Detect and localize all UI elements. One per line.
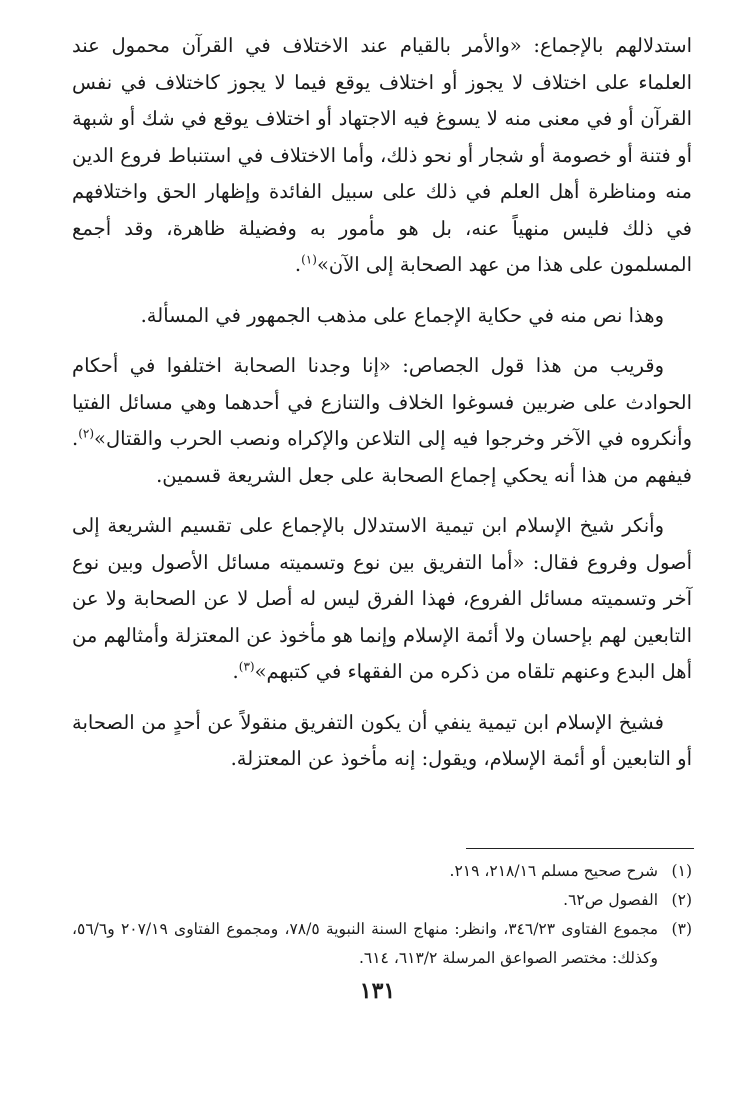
paragraph-gap	[72, 494, 692, 508]
footnote-text: الفصول ص٦٢.	[563, 891, 658, 909]
page-number: ١٣١	[359, 978, 396, 1004]
paragraph-gap	[72, 284, 692, 298]
footnote-1	[72, 857, 692, 886]
paragraph-4-end: .	[232, 660, 239, 683]
paragraph-3-text: وقريب من هذا قول الجصاص: «إنا وجدنا الصحابة اختلفوا في أحكام الحوادث على ضربين فسوغوا الخلاف والتنازع في أحدهما وهي مسائل الفتيا وأنكروه في الآخر وخرجوا فيه إلى التلاعن والإكراه ونصب الحرب والقتال»	[72, 354, 692, 450]
paragraph-3	[72, 348, 692, 494]
footnote-text: مجموع الفتاوى ٣٤٦/٢٣، وانظر: منهاج السنة النبوية ٧٨/٥، ومجموع الفتاوى ٢٠٧/١٩ و٥٦/٦، وكذلك: مختصر الصواعق المرسلة ٦١٣/٢، ٦١٤.	[72, 920, 659, 967]
paragraph-1-text: استدلالهم بالإجماع: «والأمر بالقيام عند الاختلاف في القرآن محمول عند العلماء على اختلاف لا يجوز أو اختلاف يوقع فيما لا يجوز كاختلاف في نفس القرآن أو في معنى منه لا يسوغ فيه الاجتهاد أو اختلاف يوقع في شك أو شبهة أو فتنة أو خصومة أو شجار أو نحو ذلك، وأما الاختلاف في استنباط فروع الدين منه ومناظرة أهل العلم في ذلك على سبيل الفائدة وإظهار الحق واختلافهم في ذلك فليس منهياً عنه، بل هو مأمور به وفضيلة ظاهرة، وقد أجمع المسلمون على هذا من عهد الصحابة إلى الآن»	[72, 34, 692, 276]
paragraph-gap	[72, 334, 692, 348]
footnote-number: (٢)	[671, 891, 692, 909]
paragraph-gap	[72, 691, 692, 705]
footnote-2	[72, 886, 692, 915]
footnote-3	[72, 915, 692, 973]
footnote-text: شرح صحيح مسلم ٢١٨/١٦، ٢١٩.	[449, 862, 658, 880]
footnote-separator	[466, 848, 694, 849]
footnote-ref-1: (١)	[301, 252, 317, 267]
footnote-number: (٣)	[671, 920, 692, 938]
paragraph-1	[72, 28, 692, 284]
paragraph-5: فشيخ الإسلام ابن تيمية ينفي أن يكون التفريق منقولاً عن أحدٍ من الصحابة أو التابعين أو أئمة الإسلام، ويقول: إنه مأخوذ عن المعتزلة.	[72, 710, 692, 770]
paragraph-1-end: .	[294, 253, 302, 276]
footnotes	[72, 857, 692, 973]
paragraph-2: وهذا نص منه في حكاية الإجماع على مذهب الجمهور في المسألة.	[140, 303, 664, 327]
paragraph-4-text: وأنكر شيخ الإسلام ابن تيمية الاستدلال بالإجماع على تقسيم الشريعة إلى أصول وفروع فقال: «أما التفريق بين نوع وتسميته مسائل الأصول وبين نوع آخر وتسميته مسائل الفروع، فهذا الفرق ليس له أصل لا عن الصحابة ولا عن التابعين لهم بإحسان ولا أئمة الإسلام وإنما هو مأخوذ عن المعتزلة وأمثالهم من أهل البدع وعنهم تلقاه من ذكره من الفقهاء في كتبهم»	[72, 514, 692, 683]
main-text	[72, 28, 692, 778]
footnote-ref-2: (٢)	[78, 426, 95, 441]
paragraph-3-tail: . فيفهم من هذا أنه يحكي إجماع الصحابة على جعل الشريعة قسمين.	[72, 427, 692, 487]
footnote-number: (١)	[671, 862, 692, 880]
footnote-ref-3: (٣)	[238, 659, 255, 674]
paragraph-4	[72, 508, 692, 691]
